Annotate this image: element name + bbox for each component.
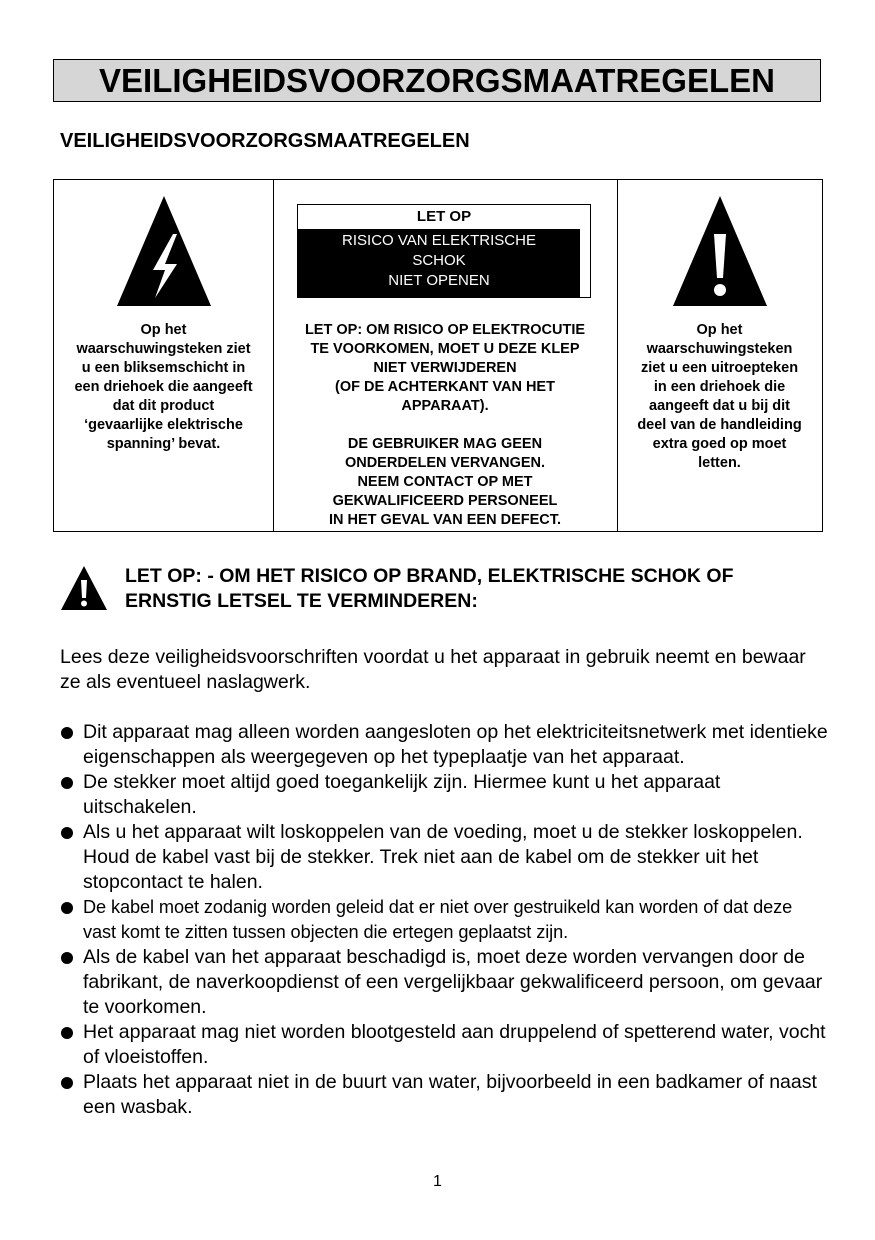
- list-item: Als de kabel van het apparaat beschadigd is, moet deze worden vervangen door de fabrikant, de naverkoopdienst of een vergelijkbaar gekwalificeerd persoon, om gevaar te voorkomen.: [60, 945, 830, 1020]
- exclamation-warning-cell: [617, 180, 822, 531]
- exclamation-warning-text: [621, 321, 818, 473]
- lightning-triangle-icon: [115, 194, 213, 308]
- alert-heading: LET OP: - OM HET RISICO OP BRAND, ELEKTRISCHE SCHOK OF ERNSTIG LETSEL TE VERMINDEREN:: [125, 565, 734, 612]
- caution-shock-risk: RISICO VAN ELEKTRISCHE SCHOK: [342, 232, 536, 269]
- list-item: Het apparaat mag niet worden blootgesteld aan druppelend of spetterend water, vocht of vloeistoffen.: [60, 1020, 830, 1070]
- exclamation-description: Op het waarschuwingsteken ziet u een uitroepteken in een driehoek die aangeeft dat u bij dit deel van de handleiding extra goed op moet letten.: [637, 322, 802, 471]
- safety-list: [60, 720, 830, 1120]
- caution-cell: [273, 180, 618, 531]
- list-item: Als u het apparaat wilt loskoppelen van de voeding, moet u de stekker loskoppelen. Houd de kabel vast bij de stekker. Trek niet aan de kabel om de stekker uit het stopcontact te halen.: [60, 820, 830, 895]
- page-number: 1: [433, 1173, 442, 1190]
- exclamation-triangle-icon: [671, 194, 769, 308]
- lightning-warning-cell: [54, 180, 274, 531]
- list-item: Plaats het apparaat niet in de buurt van water, bijvoorbeeld in een badkamer of naast een wasbak.: [60, 1070, 830, 1120]
- caution-do-not-open: NIET OPENEN: [388, 272, 490, 289]
- page-title: VEILIGHEIDSVOORZORGSMAATREGELEN: [53, 59, 821, 102]
- warning-symbols-table: [53, 179, 823, 532]
- warning-triangle-icon: [59, 564, 109, 612]
- list-item: De stekker moet altijd goed toegankelijk zijn. Hiermee kunt u het apparaat uitschakelen.: [60, 770, 830, 820]
- caution-label-body: [298, 229, 580, 297]
- section-heading: VEILIGHEIDSVOORZORGSMAATREGELEN: [60, 130, 470, 152]
- intro-paragraph: Lees deze veiligheidsvoorschriften voordat u het apparaat in gebruik neemt en bewaar ze als eventueel naslagwerk.: [60, 646, 806, 693]
- list-item: Dit apparaat mag alleen worden aangesloten op het elektriciteitsnetwerk met identieke eigenschappen als weergegeven op het typeplaatje van het apparaat.: [60, 720, 830, 770]
- lightning-description: Op het waarschuwingsteken ziet u een bliksemschicht in een driehoek die aangeeft dat dit product ‘gevaarlijke elektrische spanning’ bevat.: [74, 322, 253, 452]
- caution-label-title: LET OP: [298, 205, 590, 229]
- caution-text-cover: LET OP: OM RISICO OP ELEKTROCUTIE TE VOORKOMEN, MOET U DEZE KLEP NIET VERWIJDEREN (OF DE ACHTERKANT VAN HET APPARAAT).: [304, 322, 586, 414]
- caution-text-service: DE GEBRUIKER MAG GEEN ONDERDELEN VERVANGEN. NEEM CONTACT OP MET GEKWALIFICEERD PERSONEEL IN HET GEVAL VAN EEN DEFECT.: [328, 436, 562, 528]
- caution-label: [297, 204, 591, 298]
- lightning-warning-text: [58, 321, 269, 454]
- caution-text: [277, 321, 613, 530]
- list-item: De kabel moet zodanig worden geleid dat er niet over gestruikeld kan worden of dat deze vast komt te zitten tussen objecten die ertegen geplaatst zijn.: [60, 895, 830, 945]
